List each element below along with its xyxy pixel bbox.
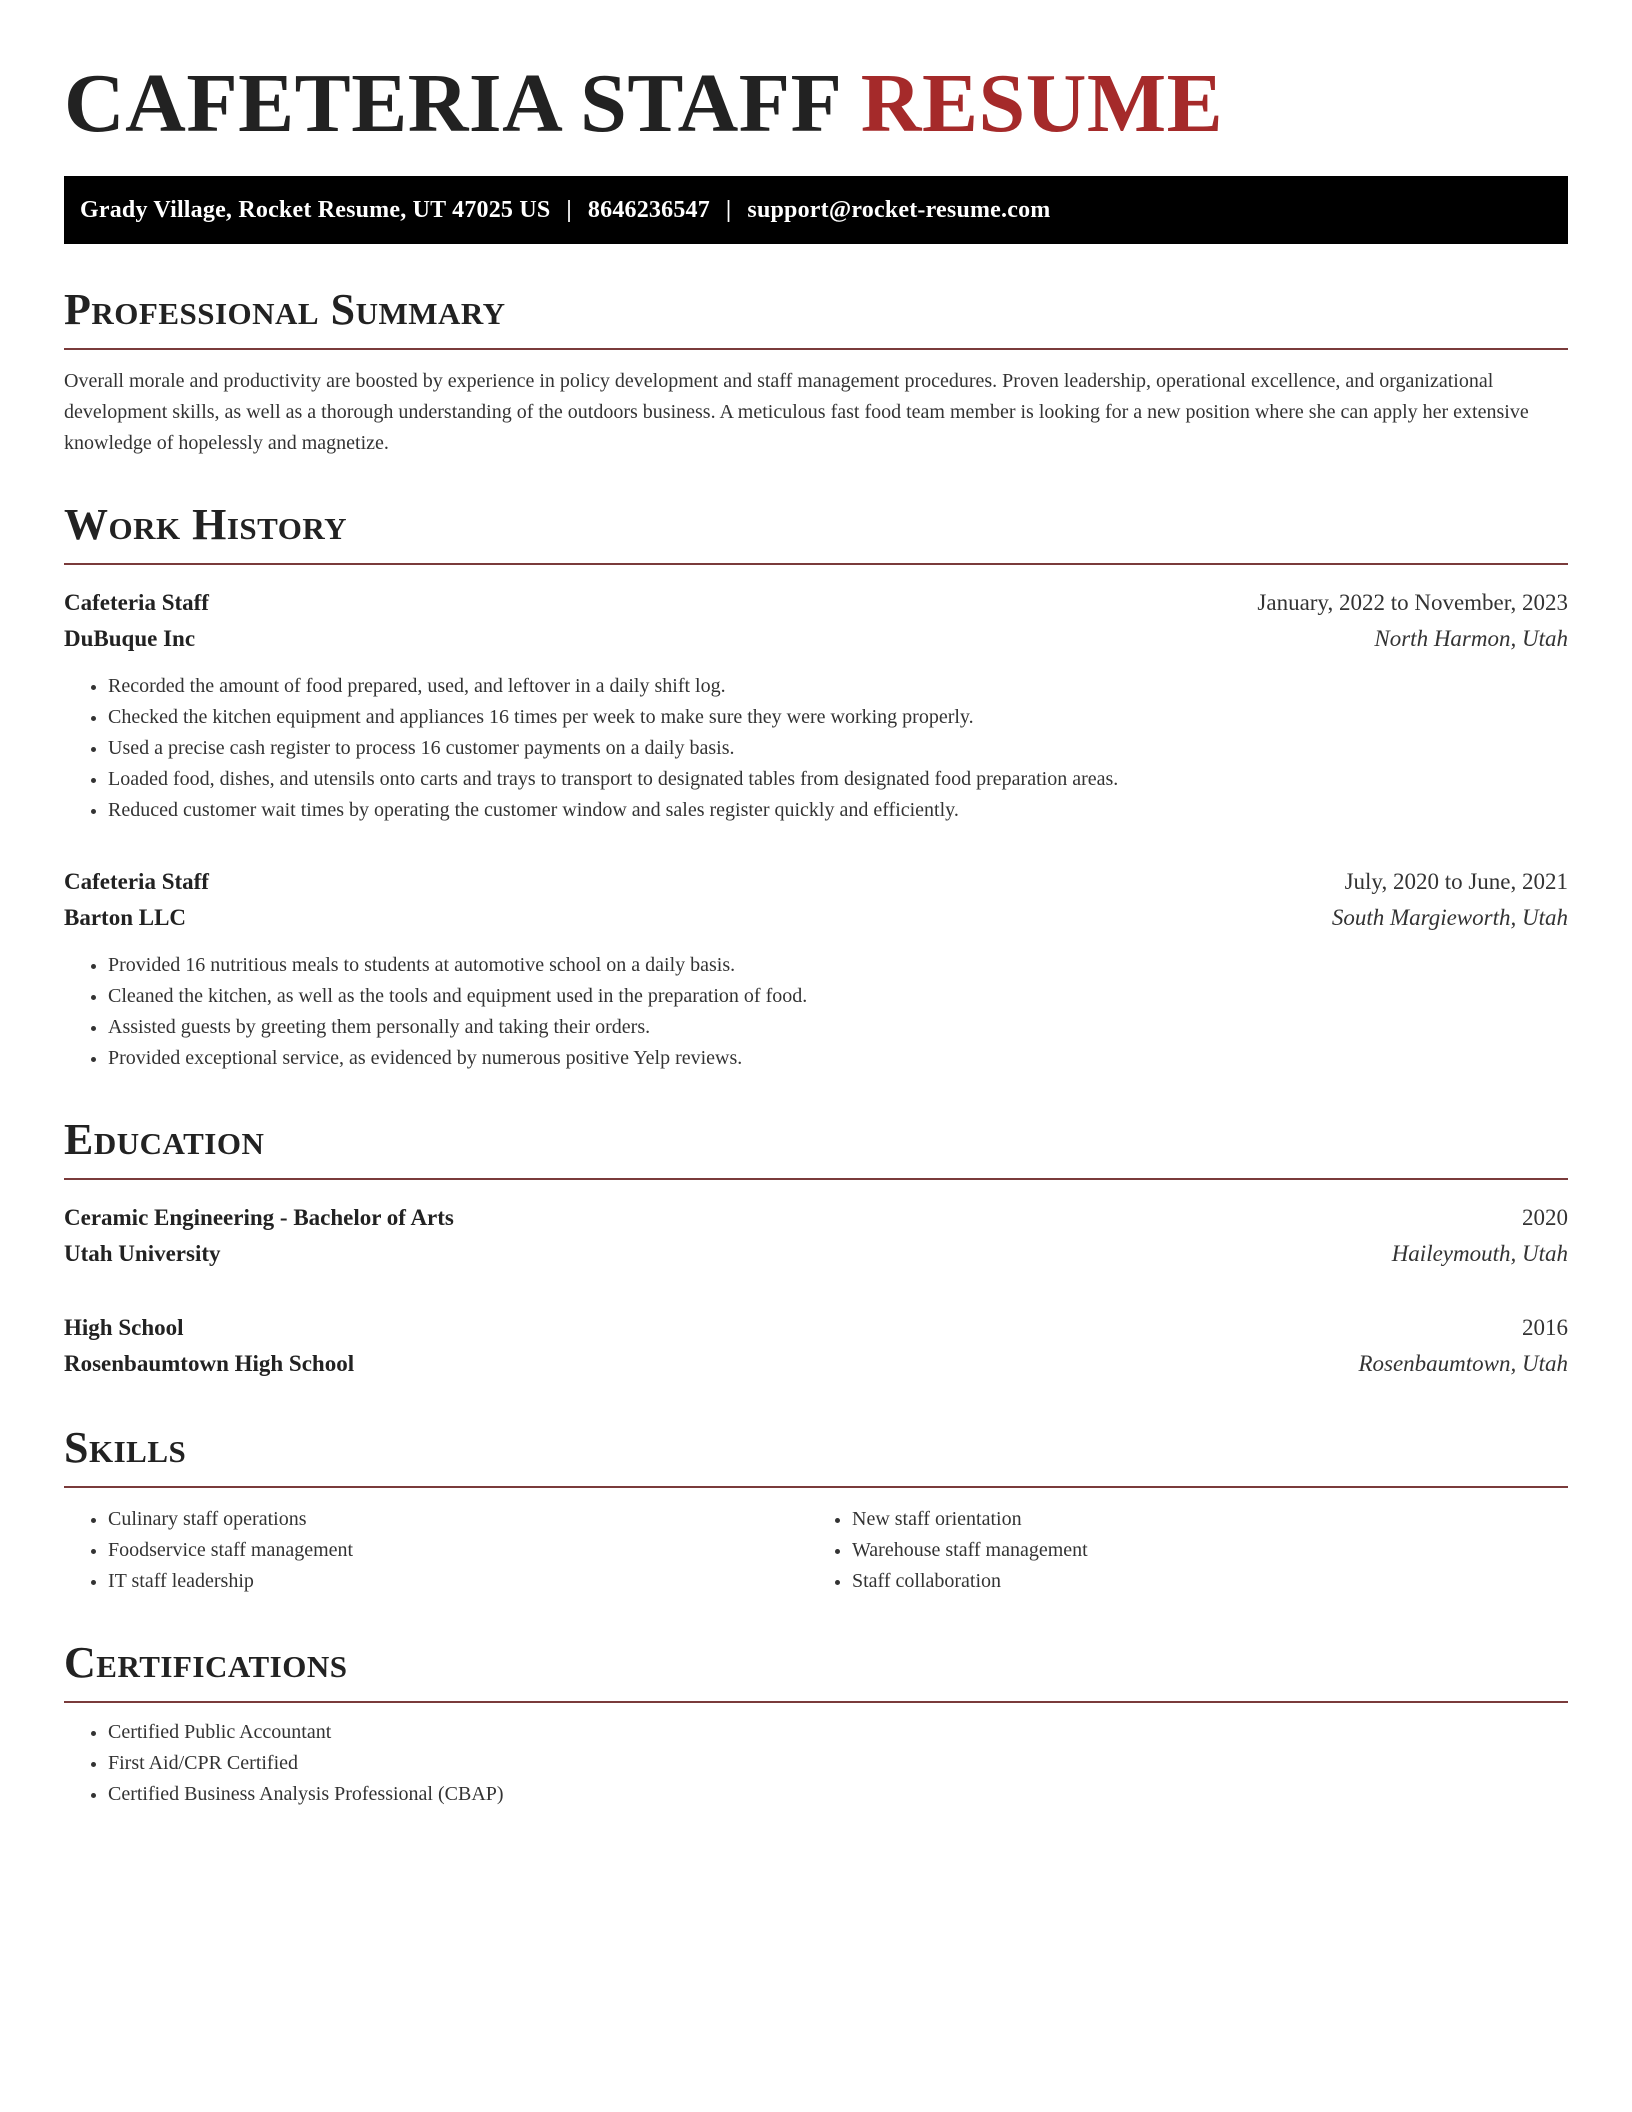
contact-phone: 8646236547 (587, 196, 710, 223)
education-location: Haileymouth, Utah (1391, 1241, 1568, 1266)
job-bullet: • Provided 16 nutritious meals to students at automotive school on a daily basis. (108, 950, 1568, 981)
skill-item: • New staff orientation (852, 1504, 1568, 1535)
job-dates: January, 2022 to November, 2023 (1257, 590, 1568, 615)
skill-item: • Foodservice staff management (108, 1535, 816, 1566)
skills-column-left (64, 1504, 816, 1597)
job-title: Cafeteria Staff (64, 869, 209, 894)
section-heading-education: Education (64, 1116, 1568, 1180)
section-heading-summary: Professional Summary (64, 286, 1568, 350)
education-school: Rosenbaumtown High School (64, 1351, 355, 1376)
job-bullet-list (64, 671, 1568, 826)
contact-bar (64, 176, 1568, 244)
job-dates: July, 2020 to June, 2021 (1344, 869, 1568, 894)
skills-column-right (816, 1504, 1568, 1597)
title-main: CAFETERIA STAFF (64, 57, 840, 150)
job-location: South Margieworth, Utah (1331, 905, 1568, 930)
work-history-section (64, 501, 1568, 1074)
education-year: 2020 (1522, 1205, 1568, 1230)
section-heading-certifications: Certifications (64, 1639, 1568, 1703)
job-bullet: • Reduced customer wait times by operating the customer window and sales register quickly and efficiently. (108, 795, 1568, 826)
education-school: Utah University (64, 1241, 221, 1266)
job-bullet: • Recorded the amount of food prepared, used, and leftover in a daily shift log. (108, 671, 1568, 702)
resume-title (64, 56, 1568, 152)
section-heading-work: Work History (64, 501, 1568, 565)
job-bullet-list (64, 950, 1568, 1074)
contact-separator: | (725, 196, 732, 223)
job-bullet: • Loaded food, dishes, and utensils onto carts and trays to transport to designated tables from designated food preparation areas. (108, 764, 1568, 795)
job-company: Barton LLC (64, 905, 187, 930)
contact-address: Grady Village, Rocket Resume, UT 47025 US (80, 196, 551, 223)
education-entry (64, 1310, 1568, 1382)
skills-grid (64, 1504, 1568, 1597)
certification-item: • Certified Public Accountant (108, 1717, 1568, 1748)
job-location: North Harmon, Utah (1374, 626, 1568, 651)
education-year: 2016 (1522, 1315, 1568, 1340)
job-bullet: • Assisted guests by greeting them personally and taking their orders. (108, 1012, 1568, 1043)
certifications-list (64, 1717, 1568, 1810)
education-entry (64, 1200, 1568, 1272)
education-section (64, 1116, 1568, 1382)
summary-section (64, 286, 1568, 459)
contact-separator: | (566, 196, 572, 223)
job-entry (64, 864, 1568, 1074)
job-bullet: • Checked the kitchen equipment and appliances 16 times per week to make sure they were working properly. (108, 702, 1568, 733)
skills-section (64, 1424, 1568, 1597)
section-heading-skills: Skills (64, 1424, 1568, 1488)
job-company: DuBuque Inc (64, 626, 196, 651)
skill-item: • Staff collaboration (852, 1566, 1568, 1597)
summary-text: Overall morale and productivity are boosted by experience in policy development and staff management procedures. Proven leadership, operational excellence, and organizational development skills, as well as a thorough understanding of the outdoors business. A meticulous fast food team member is looking for a new position where she can apply her extensive knowledge of hopelessly and magnetize. (64, 370, 1529, 454)
job-bullet: • Used a precise cash register to process 16 customer payments on a daily basis. (108, 733, 1568, 764)
title-accent: RESUME (860, 57, 1224, 150)
skill-item: • IT staff leadership (108, 1566, 816, 1597)
job-title: Cafeteria Staff (64, 590, 209, 615)
education-degree: Ceramic Engineering - Bachelor of Arts (64, 1205, 454, 1230)
education-location: Rosenbaumtown, Utah (1358, 1351, 1568, 1376)
education-degree: High School (64, 1315, 184, 1340)
skill-item: • Culinary staff operations (108, 1504, 816, 1535)
job-bullet: • Provided exceptional service, as evidenced by numerous positive Yelp reviews. (108, 1043, 1568, 1074)
skill-item: • Warehouse staff management (852, 1535, 1568, 1566)
job-bullet: • Cleaned the kitchen, as well as the tools and equipment used in the preparation of food. (108, 981, 1568, 1012)
contact-email: support@rocket-resume.com (747, 196, 1051, 223)
certification-item: • First Aid/CPR Certified (108, 1748, 1568, 1779)
certifications-section (64, 1639, 1568, 1810)
job-entry (64, 585, 1568, 826)
certification-item: • Certified Business Analysis Professional (CBAP) (108, 1779, 1568, 1810)
